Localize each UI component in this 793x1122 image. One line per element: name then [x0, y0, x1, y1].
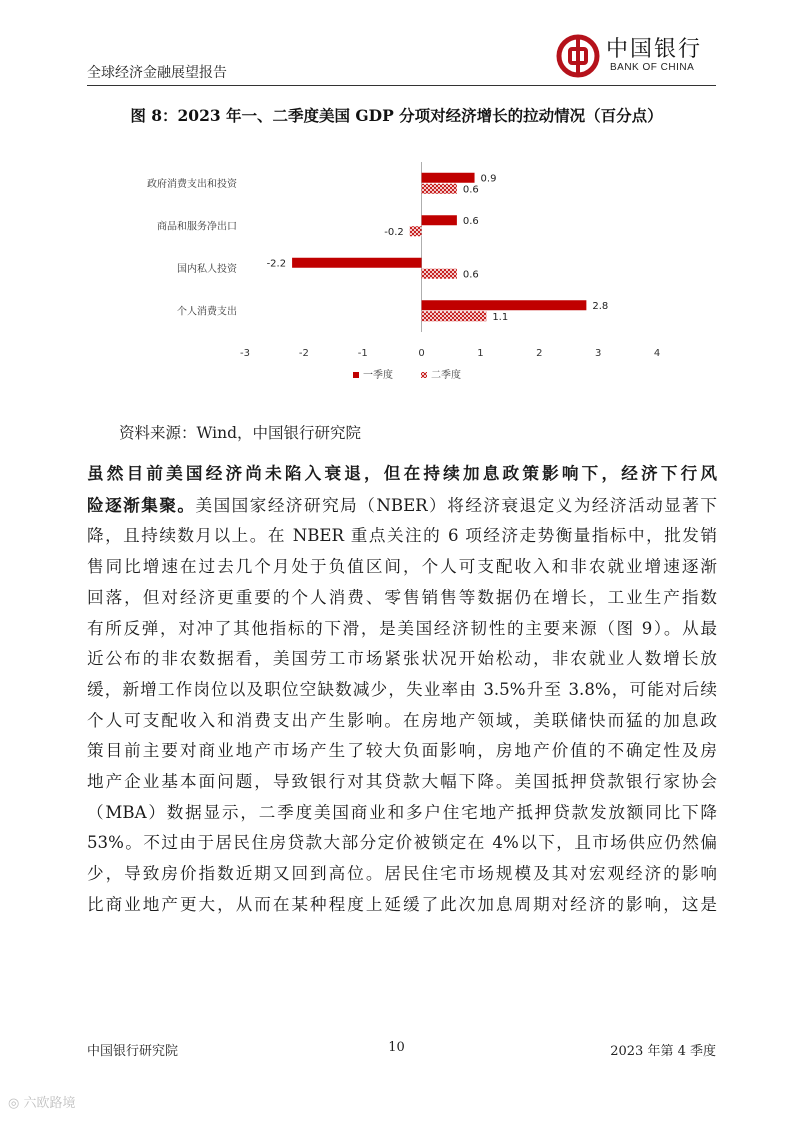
- figure-title: 图 8：2023 年一、二季度美国 GDP 分项对经济增长的拉动情况（百分点）: [130, 106, 663, 125]
- x-tick-label: 1: [477, 348, 484, 359]
- body-line: [87, 859, 717, 890]
- x-tick-label: 3: [594, 348, 602, 359]
- gdp-contribution-chart: [95, 160, 695, 400]
- page-number: 10: [388, 1040, 405, 1055]
- bar-q2: [422, 311, 487, 321]
- body-line: [87, 736, 717, 767]
- x-tick-label: -3: [240, 348, 250, 359]
- body-line-text: 策目前主要对商业地产市场产生了较大负面影响，房地产价值的不确定性及房: [87, 741, 717, 761]
- data-label: 0.9: [480, 173, 497, 185]
- body-line-text: 比商业地产更大，从而在某种程度上延缓了此次加息周期对经济的影响，这是: [87, 894, 717, 914]
- body-line-emphasis: 险逐渐集聚。: [87, 494, 196, 515]
- data-label: 2.8: [592, 300, 609, 312]
- body-line: [87, 521, 717, 552]
- data-label: -0.2: [384, 226, 404, 238]
- data-label: -2.2: [266, 258, 287, 270]
- body-line-text: 地产企业基本面问题，导致银行对其贷款大幅下降。美国抵押贷款银行家协会: [87, 772, 717, 792]
- bar-q1: [422, 215, 457, 225]
- bar-q2: [422, 269, 457, 279]
- category-label: 政府消费支出和投资: [147, 178, 237, 190]
- body-line-text: 降，且持续数月以上。在 NBER 重点关注的 6 项经济走势衡量指标中，批发销: [87, 526, 717, 546]
- body-line: [87, 583, 717, 614]
- body-line-text: 个人可支配收入和消费支出产生影响。在房地产领域，美联储快而猛的加息政: [87, 710, 717, 730]
- legend-label: 二季度: [431, 370, 461, 381]
- x-tick-label: 2: [536, 348, 543, 359]
- body-line-text: 回落，但对经济更重要的个人消费、零售销售等数据仍在增长，工业生产指数: [87, 587, 717, 607]
- body-line-emphasis: 虽然目前美国经济尚未陷入衰退，但在持续加息政策影响下，经济下行风: [87, 463, 717, 483]
- body-line: [87, 458, 717, 490]
- logo-english-name: BANK OF CHINA: [610, 62, 695, 73]
- footer-institution: 中国银行研究院: [87, 1044, 179, 1059]
- bar-q1: [292, 258, 421, 268]
- legend-swatch: [353, 372, 359, 378]
- body-line-text: 售同比增速在过去几个月处于负值区间，个人可支配收入和非农就业增速逐渐: [87, 557, 717, 577]
- bar-q1: [422, 173, 475, 183]
- data-label: 0.6: [462, 184, 479, 196]
- bar-q2: [410, 226, 422, 236]
- body-line: [87, 490, 717, 522]
- body-line: [87, 614, 717, 645]
- watermark-text: 六欧路境: [23, 1096, 76, 1111]
- body-line-text: 有所反弹，对冲了其他指标的下滑，是美国经济韧性的主要来源（图 9）。从最: [87, 618, 717, 638]
- body-paragraph: [87, 458, 717, 921]
- body-line: [87, 828, 717, 859]
- body-line-text: （MBA）数据显示，二季度美国商业和多户住宅地产抵押贷款发放额同比下降: [87, 802, 717, 822]
- body-line: [87, 767, 717, 798]
- x-tick-label: -1: [357, 348, 368, 359]
- category-label: 国内私人投资: [177, 263, 237, 275]
- category-label: 个人消费支出: [177, 306, 237, 318]
- data-label: 0.6: [462, 215, 479, 227]
- body-line: [87, 552, 717, 583]
- x-tick-label: 4: [653, 348, 661, 359]
- body-line: [87, 890, 717, 921]
- x-tick-label: 0: [418, 348, 425, 359]
- logo-chinese-name: 中国银行: [606, 37, 703, 62]
- body-line: [87, 798, 717, 829]
- header-divider: [87, 85, 716, 86]
- bar-q1: [422, 300, 587, 310]
- x-tick-label: -2: [298, 348, 309, 359]
- body-line-text: 少，导致房价指数近期又回到高位。居民住宅市场规模及其对宏观经济的影响: [87, 864, 717, 884]
- body-line-text: 近公布的非农数据看，美国劳工市场紧张状况开始松动，非农就业人数增长放: [87, 649, 717, 669]
- figure-source: 资料来源：Wind，中国银行研究院: [119, 424, 362, 442]
- bar-q2: [422, 184, 457, 194]
- body-line: [87, 706, 717, 737]
- watermark-logo-icon: ◎: [8, 1096, 20, 1111]
- bank-of-china-logo: [556, 30, 716, 80]
- footer-issue: 2023 年第 4 季度: [610, 1044, 716, 1059]
- legend-label: 一季度: [363, 370, 393, 381]
- category-label: 商品和服务净出口: [157, 221, 237, 233]
- body-line: [87, 675, 717, 706]
- body-line: [87, 644, 717, 675]
- watermark: [8, 1092, 76, 1111]
- body-line-text: 缓，新增工作岗位以及职位空缺数减少，失业率由 3.5%升至 3.8%，可能对后续: [87, 679, 717, 699]
- report-title: 全球经济金融展望报告: [87, 65, 227, 81]
- bank-of-china-emblem-icon: [556, 34, 600, 78]
- legend-swatch: [421, 372, 427, 378]
- data-label: 1.1: [492, 311, 509, 323]
- body-line-text: 美国国家经济研究局（NBER）将经济衰退定义为经济活动显著下: [195, 495, 718, 515]
- body-line-text: 53%。不过由于居民住房贷款大部分定价被锁定在 4%以下，且市场供应仍然偏: [87, 833, 717, 853]
- data-label: 0.6: [462, 269, 479, 281]
